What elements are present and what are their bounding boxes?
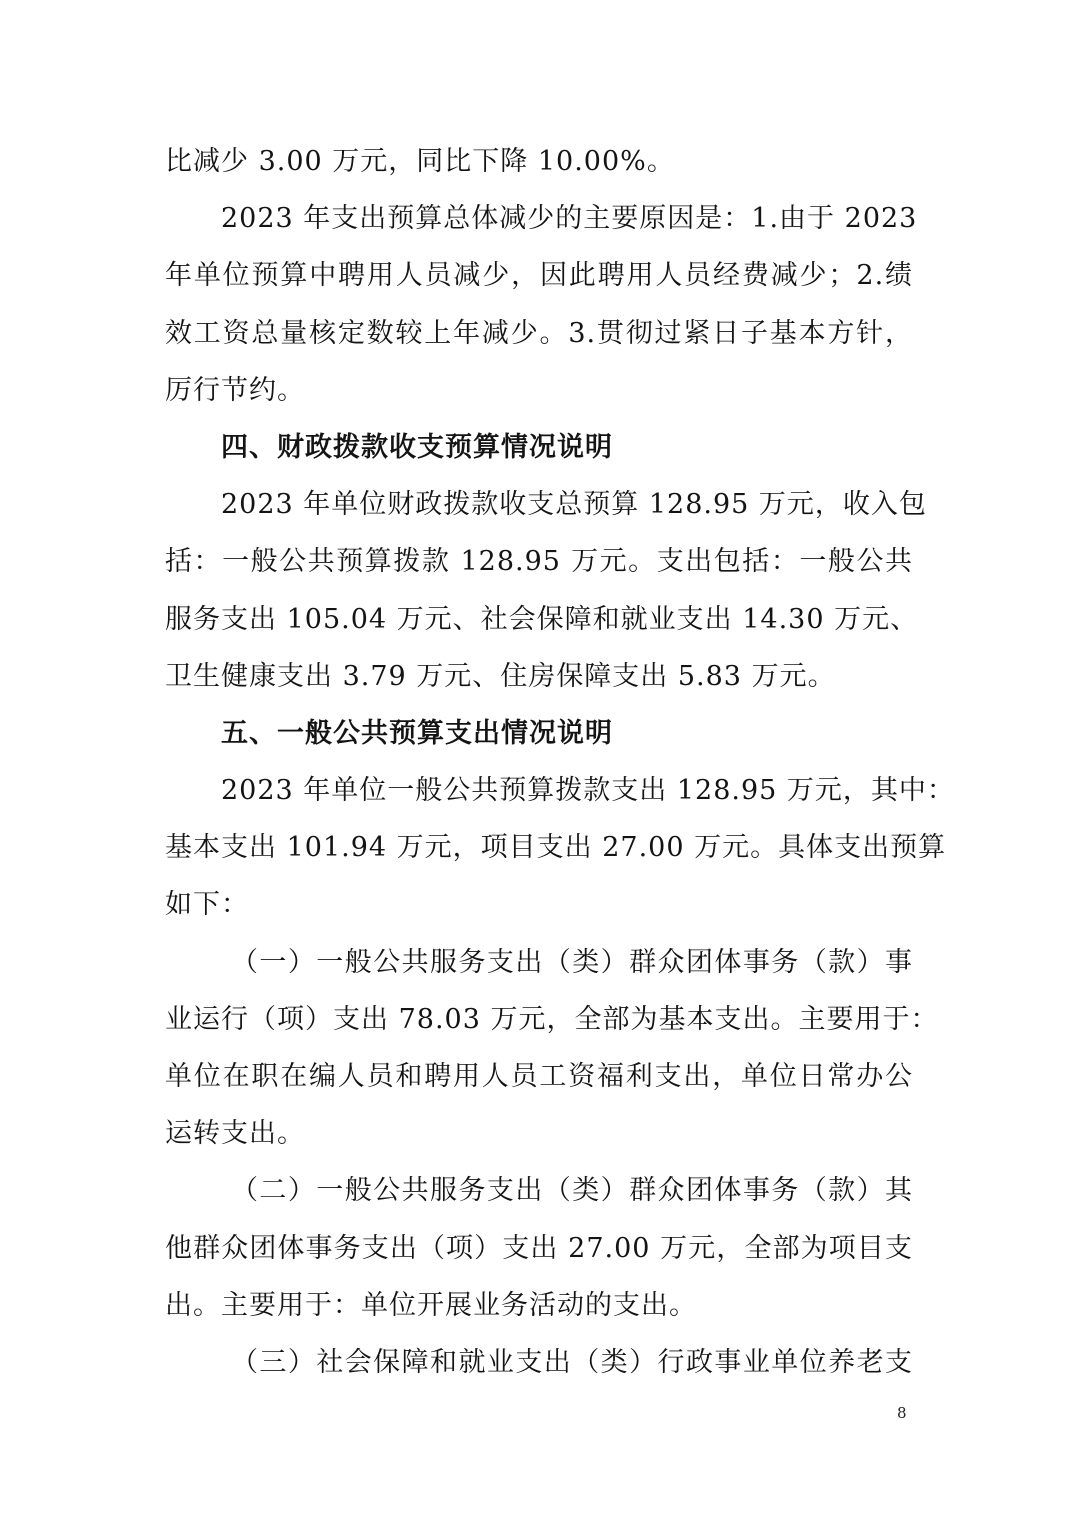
paragraph-line: 2023 年单位一般公共预算拨款支出 128.95 万元，其中： [221, 775, 955, 807]
paragraph-line: 比减少 3.00 万元，同比下降 10.00%。 [165, 146, 675, 177]
page-number: 8 [897, 1404, 907, 1422]
document-body [165, 133, 955, 1391]
paragraph-line: （一）一般公共服务支出（类）群众团体事务（款）事 [231, 946, 913, 978]
section-heading: 四、财政拨款收支预算情况说明 [221, 431, 613, 463]
paragraph-line: 卫生健康支出 3.79 万元、住房保障支出 5.83 万元。 [165, 660, 836, 692]
paragraph-line: 业运行（项）支出 78.03 万元，全部为基本支出。主要用于： [165, 1003, 939, 1035]
paragraph-line: 基本支出 101.94 万元，项目支出 27.00 万元。具体支出预算 [165, 832, 947, 864]
paragraph-line: 运转支出。 [165, 1118, 305, 1150]
paragraph-line: （二）一般公共服务支出（类）群众团体事务（款）其 [231, 1175, 913, 1207]
paragraph-line: 效工资总量核定数较上年减少。3.贯彻过紧日子基本方针， [165, 317, 913, 349]
paragraph-line: 服务支出 105.04 万元、社会保障和就业支出 14.30 万元、 [165, 603, 919, 635]
section-heading: 五、一般公共预算支出情况说明 [221, 717, 613, 749]
paragraph-line: 年单位预算中聘用人员减少，因此聘用人员经费减少；2.绩 [165, 260, 913, 292]
paragraph-line: 2023 年单位财政拨款收支总预算 128.95 万元，收入包 [221, 489, 927, 521]
paragraph-line: 如下： [165, 889, 249, 921]
paragraph-line: 他群众团体事务支出（项）支出 27.00 万元，全部为项目支 [165, 1232, 913, 1264]
paragraph-line: 单位在职在编人员和聘用人员工资福利支出，单位日常办公 [165, 1061, 913, 1092]
paragraph-line: 出。主要用于：单位开展业务活动的支出。 [165, 1289, 697, 1321]
paragraph-line: 厉行节约。 [165, 374, 305, 406]
paragraph-line: 括：一般公共预算拨款 128.95 万元。支出包括：一般公共 [165, 546, 913, 578]
paragraph-line: 2023 年支出预算总体减少的主要原因是：1.由于 2023 [221, 203, 918, 235]
paragraph-line: （三）社会保障和就业支出（类）行政事业单位养老支 [231, 1346, 913, 1378]
